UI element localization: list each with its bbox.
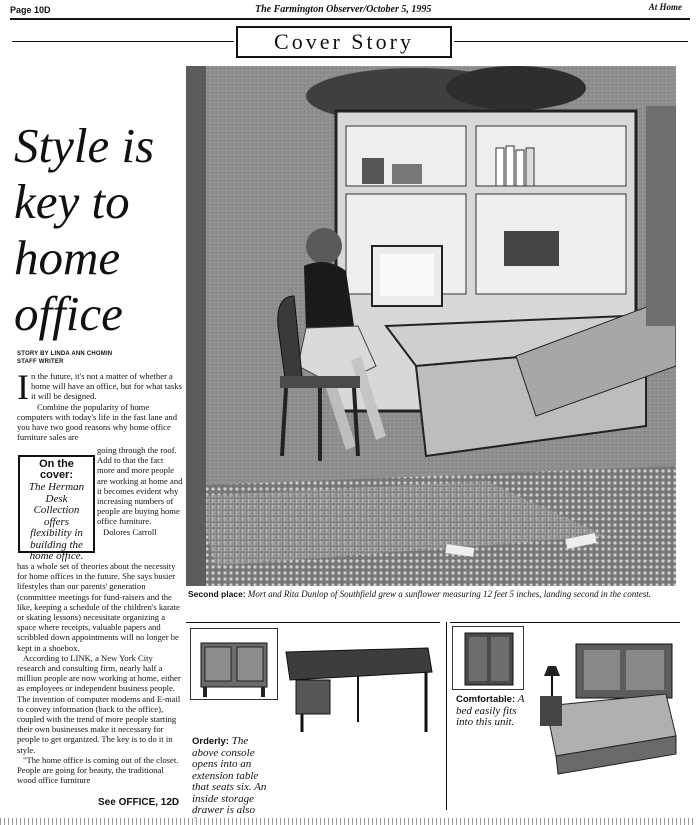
article-bottom <box>17 561 183 785</box>
paper-date: The Farmington Observer/October 5, 1995 <box>255 4 432 15</box>
console-open-image <box>278 642 438 734</box>
article-para-5: "The home office is coming out of the closet. People are going for beauty, the traditional wood office furniture <box>17 754 179 786</box>
article-narrow-column <box>97 445 183 537</box>
page-number: Page 10D <box>10 5 51 15</box>
orderly-lead: Orderly: <box>192 736 229 747</box>
comfortable-caption <box>456 694 526 729</box>
article-para-1: n the future, it's not a matter of whether a home will have an office, but for what tasks it will be designed. <box>31 371 182 402</box>
comfortable-text: A bed easily fits into this unit. <box>456 693 525 728</box>
byline-role: STAFF WRITER <box>17 359 64 365</box>
byline <box>17 350 112 366</box>
jump-line: See OFFICE, 12D <box>98 797 180 808</box>
on-the-cover-label: On the cover: <box>39 458 74 481</box>
console-closed-image <box>191 629 278 700</box>
caption-lead: Second place: <box>188 589 246 599</box>
column-divider <box>446 622 447 810</box>
headline-line: home <box>14 230 121 285</box>
comfortable-lead: Comfortable: <box>456 694 516 705</box>
bed-unit-photo <box>526 636 680 776</box>
sub-photo-rule-right <box>450 622 680 623</box>
masthead-rule <box>10 18 690 20</box>
article-para-2: Combine the popularity of home computers with today's life in the fast lane and you have two good reasons why home office furniture sales are <box>17 401 178 443</box>
orderly-text: The above console opens into an extension table that seats six. An inside storage drawer is also <box>192 735 267 816</box>
article-para-4: According to LINK, a New York City research and consulting firm, nearly half a million people are now working at home, either as employees or independent business people. The invention of computer modems and E-mail to convey information (back to the office), coupled with the trend of more people starting their own businesses make it necessary for people to get organized. The key is to do it in style. <box>17 652 181 755</box>
section-label-text: Cover Story <box>274 29 414 54</box>
byline-author: STORY BY LINDA ANN CHOMIN <box>17 351 113 357</box>
scan-edge <box>0 818 696 825</box>
armoire-closed-photo <box>452 626 524 690</box>
headline-line: Style is <box>14 118 155 173</box>
section-label <box>236 26 452 58</box>
main-photo <box>186 66 676 586</box>
dropcap: I <box>17 367 29 407</box>
console-closed-photo <box>190 628 278 700</box>
headline-line: office <box>14 286 123 341</box>
home-office-photo <box>186 66 676 586</box>
masthead <box>10 2 690 18</box>
bed-unit-image <box>526 636 680 776</box>
sub-photo-rule <box>186 622 440 623</box>
section-name: At Home <box>648 2 682 12</box>
main-photo-caption <box>188 589 678 600</box>
article-para-3-start: Dolores Carroll <box>103 526 157 537</box>
orderly-caption <box>192 736 276 825</box>
section-rule-right <box>454 41 688 42</box>
article-top <box>17 367 185 443</box>
article-para-3: has a whole set of theories about the necessity for home offices in the future. She says busier lifestyles than our parents' generation (committee meetings for fund-raisers and the like, keeping a schedule of the children's karate or skating lessons) necessitate organizing a space where receipts, valuable papers and scribbled down appointments will no longer be kept in a shoebox. <box>17 561 180 653</box>
on-the-cover-text: The Herman Desk Collection offers flexibility in building the home office. <box>28 481 85 562</box>
headline-line: key to <box>14 174 130 229</box>
caption-text: Mort and Rita Dunlop of Southfield grew a sunflower measuring 12 feet 5 inches, landing second in the contest. <box>247 589 652 599</box>
article-narrow-text: going through the roof. Add to that the fact more and more people are working at home and it becomes evident why increasing numbers of people are buying home office furniture. <box>97 445 183 527</box>
armoire-closed-image <box>453 627 524 690</box>
on-the-cover-box <box>18 455 95 562</box>
console-open-photo <box>278 642 438 734</box>
section-rule-left <box>12 41 234 42</box>
headline <box>14 118 184 342</box>
